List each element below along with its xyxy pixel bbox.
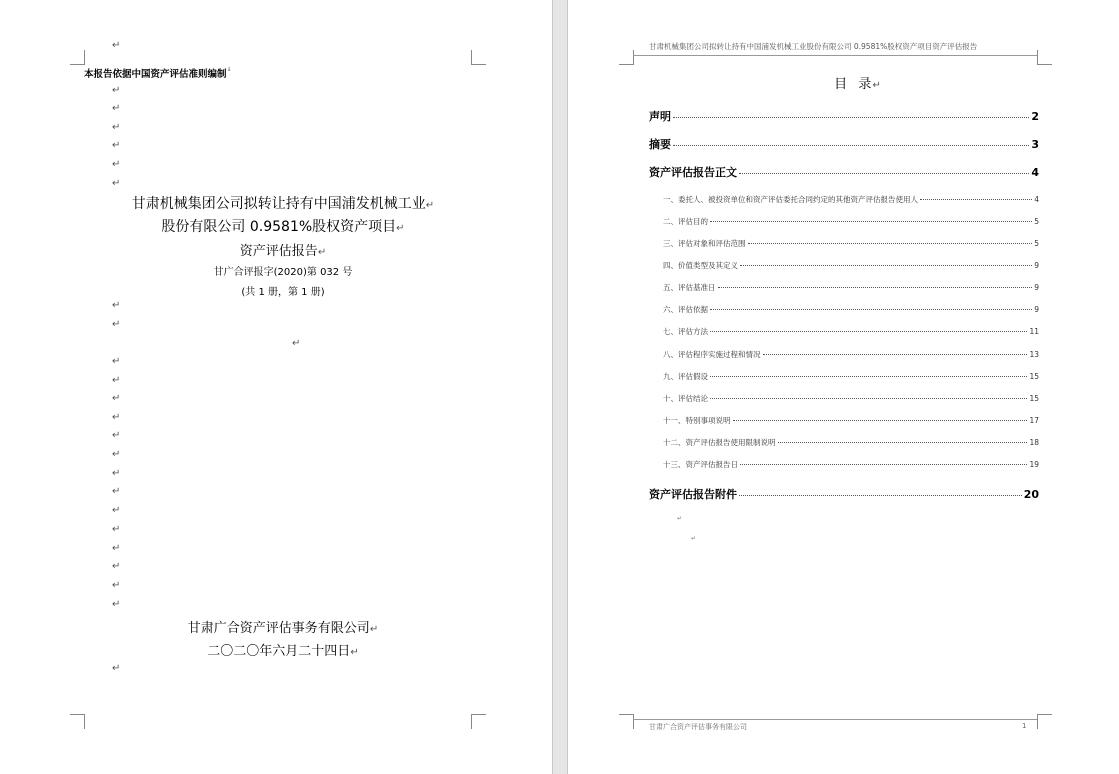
toc-subentry-label: 九、评估假设	[663, 372, 708, 381]
toc-entry-page: 3	[1031, 138, 1039, 151]
paragraph-mark: ↵	[112, 122, 121, 133]
page-footer-company: 甘肃广合资产评估事务有限公司	[649, 723, 747, 731]
toc-subentry-label: 十、评估结论	[663, 394, 708, 403]
toc-leader	[748, 243, 1033, 244]
toc-subentry[interactable]	[663, 238, 1039, 249]
paragraph-mark: ↵	[112, 449, 121, 460]
toc-subentry-page: 9	[1034, 283, 1039, 292]
toc-subentry[interactable]	[663, 349, 1039, 360]
crop-mark-bottom-right	[471, 714, 486, 729]
toc-subentry[interactable]	[663, 459, 1039, 470]
toc-subentry-label: 二、评估目的	[663, 217, 708, 226]
toc-subentry[interactable]	[663, 393, 1039, 404]
toc-subentry-page: 5	[1034, 217, 1039, 226]
paragraph-mark: ↵	[112, 140, 121, 151]
paragraph-mark: ↵	[292, 338, 301, 349]
toc-subentry-label: 一、委托人、被投资单位和资产评估委托合同约定的其他资产评估报告使用人	[663, 195, 918, 204]
toc-entry[interactable]	[649, 136, 1039, 152]
toc-subentry-page: 9	[1034, 261, 1039, 270]
toc-subentry[interactable]	[663, 282, 1039, 293]
toc-subentry-page: 15	[1029, 394, 1039, 403]
paragraph-mark: ↵	[112, 486, 121, 497]
crop-mark-top-left	[619, 50, 634, 65]
toc-entry[interactable]	[649, 486, 1039, 502]
toc-subentry[interactable]	[663, 371, 1039, 382]
document-page-toc	[567, 0, 1119, 774]
toc-leader	[718, 287, 1033, 288]
paragraph-mark: ↵	[112, 40, 121, 51]
toc-subentry-label: 十二、资产评估报告使用限制说明	[663, 438, 776, 447]
toc-entry[interactable]	[649, 164, 1039, 180]
page-header: 甘肃机械集团公司拟转让持有中国浦发机械工业股份有限公司 0.9581%股权资产项目资产评估报告	[649, 42, 978, 51]
toc-subentry-label: 十三、资产评估报告日	[663, 460, 738, 469]
toc-subentry-label: 六、评估依据	[663, 305, 708, 314]
document-page-cover	[0, 0, 553, 774]
toc-leader	[739, 495, 1022, 496]
toc-subentry-label: 五、评估基准日	[663, 283, 716, 292]
toc-subentry-label: 八、评估程序实施过程和情况	[663, 350, 761, 359]
toc-entry-label: 摘要	[649, 138, 671, 151]
toc-subentry[interactable]	[663, 304, 1039, 315]
report-date: 二〇二〇年六月二十四日↵	[207, 644, 359, 659]
paragraph-mark: ↵	[112, 103, 121, 114]
paragraph-mark: ↵	[112, 375, 121, 386]
paragraph-mark: ↵	[112, 356, 121, 367]
toc-leader	[733, 420, 1028, 421]
toc-subentry[interactable]	[663, 437, 1039, 448]
toc-entry-page: 4	[1031, 166, 1039, 179]
toc-leader	[710, 221, 1032, 222]
crop-mark-top-right	[1037, 50, 1052, 65]
issuing-company: 甘肃广合资产评估事务有限公司↵	[187, 621, 379, 636]
toc-subentry[interactable]	[663, 260, 1039, 271]
toc-entry-label: 资产评估报告正文	[649, 166, 737, 179]
toc-leader	[920, 199, 1032, 200]
toc-leader	[710, 331, 1027, 332]
footer-rule	[633, 719, 1037, 720]
toc-leader	[740, 265, 1032, 266]
paragraph-mark: ↵	[112, 561, 121, 572]
toc-subentry[interactable]	[663, 216, 1039, 227]
toc-subentry-label: 四、价值类型及其定义	[663, 261, 738, 270]
toc-subentry[interactable]	[663, 194, 1039, 205]
paragraph-mark: ↵	[112, 599, 121, 610]
crop-mark-top-left	[70, 50, 85, 65]
page-footer-number: 1	[1022, 722, 1027, 730]
toc-subentry[interactable]	[663, 326, 1039, 337]
toc-subentry-page: 4	[1034, 195, 1039, 204]
crop-mark-top-right	[471, 50, 486, 65]
toc-entry-label: 声明	[649, 110, 671, 123]
paragraph-mark: ↵	[112, 468, 121, 479]
paragraph-mark: ↵	[112, 85, 121, 96]
toc-subentry-page: 13	[1029, 350, 1039, 359]
toc-leader	[778, 442, 1028, 443]
page-edge	[567, 0, 568, 774]
paragraph-mark: ↵	[112, 524, 121, 535]
toc-leader	[710, 309, 1032, 310]
paragraph-mark: ↵	[112, 159, 121, 170]
toc-entry-page: 2	[1031, 110, 1039, 123]
paragraph-mark: ↵	[112, 300, 121, 311]
toc-subentry-label: 十一、特别事项说明	[663, 416, 731, 425]
paragraph-mark: ↵	[112, 319, 121, 330]
paragraph-mark: ↵	[112, 412, 121, 423]
crop-mark-bottom-left	[619, 714, 634, 729]
paragraph-mark: ↵	[691, 535, 697, 542]
header-rule	[633, 55, 1037, 56]
toc-entry-label: 资产评估报告附件	[649, 488, 737, 501]
toc-subentry-page: 15	[1029, 372, 1039, 381]
page-edge	[552, 0, 553, 774]
paragraph-mark: ↵	[112, 430, 121, 441]
toc-subentry-page: 17	[1029, 416, 1039, 425]
toc-leader	[673, 117, 1029, 118]
paragraph-mark: ↵	[112, 580, 121, 591]
toc-title: 目 录↵	[834, 77, 882, 92]
toc-subentry-label: 七、评估方法	[663, 327, 708, 336]
toc-entry-page: 20	[1023, 488, 1039, 501]
toc-subentry[interactable]	[663, 415, 1039, 426]
crop-mark-bottom-left	[70, 714, 85, 729]
report-number: 甘广合评报字(2020)第 032 号	[213, 267, 353, 278]
crop-mark-bottom-right	[1037, 714, 1052, 729]
toc-leader	[710, 376, 1027, 377]
toc-subentry-page: 11	[1029, 327, 1039, 336]
toc-subentry-page: 18	[1029, 438, 1039, 447]
paragraph-mark: ↵	[112, 543, 121, 554]
toc-subentry-page: 9	[1034, 305, 1039, 314]
volume-info: (共 1 册，第 1 册)	[241, 287, 325, 298]
paragraph-mark: ↵	[112, 663, 121, 674]
report-title-line-1: 甘肃机械集团公司拟转让持有中国浦发机械工业↵	[131, 196, 435, 212]
toc-leader	[763, 354, 1028, 355]
paragraph-mark: ↵	[112, 178, 121, 189]
toc-subentry-label: 三、评估对象和评估范围	[663, 239, 746, 248]
report-title-line-2: 股份有限公司 0.9581%股权资产项目↵	[161, 219, 405, 235]
toc-subentry-page: 5	[1034, 239, 1039, 248]
paragraph-mark: ↵	[112, 393, 121, 404]
toc-subentry-page: 19	[1029, 460, 1039, 469]
compliance-note: 本报告依据中国资产评估准则编制 ↓	[84, 66, 232, 80]
report-title-line-3: 资产评估报告↵	[239, 244, 327, 259]
toc-leader	[673, 145, 1029, 146]
toc-leader	[740, 464, 1027, 465]
toc-entry[interactable]	[649, 108, 1039, 124]
paragraph-mark: ↵	[112, 505, 121, 516]
toc-leader	[710, 398, 1027, 399]
paragraph-mark: ↵	[677, 515, 683, 522]
toc-leader	[739, 173, 1029, 174]
